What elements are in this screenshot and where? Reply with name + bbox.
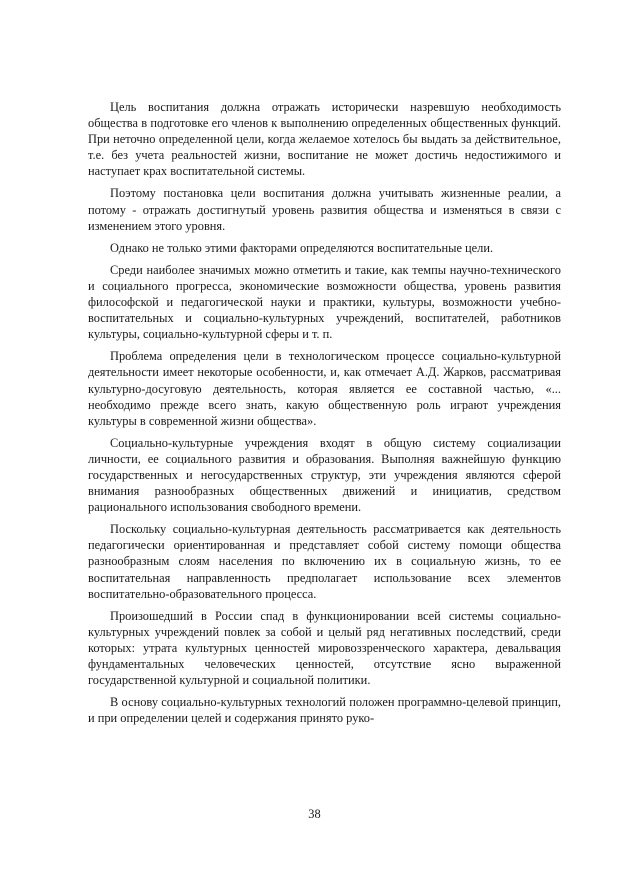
paragraph: В основу социально-культурных технологий положен программно-целевой принцип, и при определении целей и содержания принято руко- bbox=[88, 695, 561, 726]
page-number: 38 bbox=[308, 807, 321, 821]
paragraph: Произошедший в России спад в функционировании всей системы социально-культурных учреждений повлек за собой и целый ряд негативных последствий, среди которых: утрата культурных ценностей мировоззренческого характера, девальвация фундаментальных человеческих ценностей, отсутствие ясно выраженной государственной культурной и социальной политики. bbox=[88, 608, 561, 688]
paragraph: Поэтому постановка цели воспитания должна учитывать жизненные реалии, а потому - отражать достигнутый уровень развития общества и изменяться в связи с изменением этого уровня. bbox=[88, 186, 561, 233]
body-text bbox=[88, 99, 561, 732]
paragraph: Социально-культурные учреждения входят в общую систему социализации личности, ее социального развития и образования. Выполняя важнейшую функцию государственных и негосударственных структур, эти учреждения являются сферой внимания разнообразных общественных движений и инициатив, средством рационального использования свободного времени. bbox=[88, 435, 561, 515]
paragraph: Однако не только этими факторами определяются воспитательные цели. bbox=[110, 240, 494, 255]
paragraph: Поскольку социально-культурная деятельность рассматривается как деятельность педагогически ориентированная и представляет собой систему помощи общества разнообразным слоям населения по включению их в социальную жизнь, то ее воспитательная направленность предполагает использование всех элементов воспитательно-образовательного процесса. bbox=[88, 522, 561, 601]
paragraph: Среди наиболее значимых можно отметить и такие, как темпы научно-технического и социального прогресса, экономические возможности общества, уровень развития философской и педагогической науки и практики, культуры, возможности учебно-воспитательных и социально-культурных учреждений, воспитателей, работников культуры, социально-культурной сферы и т. п. bbox=[88, 262, 561, 342]
paragraph: Проблема определения цели в технологическом процессе социально-культурной деятельности имеет некоторые особенности, и, как отмечает А.Д. Жарков, рассматривая культурно-досуговую деятельность, которая является ее составной частью, «... необходимо прежде всего знать, какую общественную роль играют учреждения культуры в современной жизни общества». bbox=[88, 349, 561, 428]
paragraph: Цель воспитания должна отражать исторически назревшую необходимость общества в подготовке его членов к выполнению определенных общественных функций. При неточно определенной цели, когда желаемое хотелось бы выдать за действительное, т.е. без учета реальностей жизни, воспитание не может достичь недостижимого и наступает крах воспитательной системы. bbox=[88, 100, 561, 179]
